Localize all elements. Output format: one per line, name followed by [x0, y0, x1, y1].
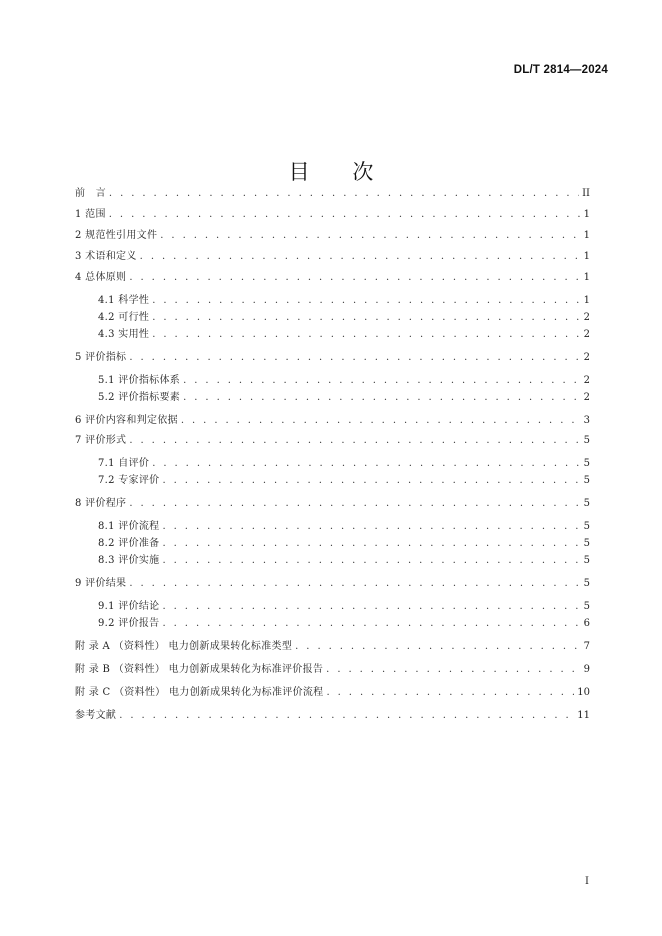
- toc-entry-label: 7.1 自评价: [98, 458, 150, 469]
- toc-entry-label: 前 言: [75, 188, 106, 199]
- toc-entry[interactable]: [75, 312, 590, 324]
- toc-dot-leader: [152, 312, 580, 324]
- toc-entry-label: 附 录 A （资料性） 电力创新成果转化标准类型: [75, 641, 293, 652]
- toc-dot-leader: [162, 601, 580, 613]
- toc-entry-label: 5.1 评价指标体系: [98, 375, 181, 386]
- toc-dot-leader: [152, 329, 580, 341]
- toc-entry[interactable]: [75, 687, 590, 699]
- toc-entry[interactable]: [75, 641, 590, 653]
- toc-entry[interactable]: [75, 710, 590, 722]
- toc-entry-label: 4.3 实用性: [98, 329, 150, 340]
- toc-dot-leader: [129, 578, 580, 590]
- toc-entry-page: 2: [583, 375, 590, 386]
- toc-entry[interactable]: [75, 392, 590, 404]
- toc-entry[interactable]: [75, 601, 590, 613]
- toc-entry[interactable]: [75, 272, 590, 284]
- toc-entry[interactable]: [75, 435, 590, 447]
- toc-entry-page: 5: [583, 521, 590, 532]
- toc-entry-page: 2: [583, 329, 590, 340]
- toc-entry-page: 5: [583, 498, 590, 509]
- toc-entry[interactable]: [75, 295, 590, 307]
- toc-dot-leader: [129, 272, 580, 284]
- toc-dot-leader: [140, 251, 581, 263]
- toc-dot-leader: [183, 392, 581, 404]
- table-of-contents: [75, 188, 590, 722]
- toc-entry-page: 2: [583, 392, 590, 403]
- toc-entry-page: 1: [583, 272, 590, 283]
- toc-entry-label: 8 评价程序: [75, 498, 127, 509]
- toc-dot-leader: [326, 664, 580, 676]
- toc-dot-leader: [152, 458, 580, 470]
- toc-entry[interactable]: [75, 352, 590, 364]
- toc-entry-label: 4.2 可行性: [98, 312, 150, 323]
- toc-entry[interactable]: [75, 664, 590, 676]
- toc-entry[interactable]: [75, 375, 590, 387]
- toc-dot-leader: [160, 230, 580, 242]
- toc-entry-page: 1: [583, 251, 590, 262]
- toc-entry-label: 7.2 专家评价: [98, 475, 160, 486]
- toc-entry[interactable]: [75, 209, 590, 221]
- toc-entry-page: 2: [583, 312, 590, 323]
- toc-dot-leader: [162, 521, 580, 533]
- toc-dot-leader: [129, 498, 580, 510]
- toc-entry-label: 附 录 B （资料性） 电力创新成果转化为标准评价报告: [75, 664, 324, 675]
- toc-entry-page: II: [582, 188, 590, 199]
- toc-dot-leader: [152, 295, 580, 307]
- toc-entry[interactable]: [75, 555, 590, 567]
- toc-dot-leader: [162, 555, 580, 567]
- toc-entry-label: 9.1 评价结论: [98, 601, 160, 612]
- toc-entry-label: 5.2 评价指标要素: [98, 392, 181, 403]
- toc-entry[interactable]: [75, 230, 590, 242]
- toc-dot-leader: [129, 352, 580, 364]
- toc-dot-leader: [129, 435, 580, 447]
- toc-entry[interactable]: [75, 618, 590, 630]
- toc-entry-label: 8.3 评价实施: [98, 555, 160, 566]
- toc-entry-page: 3: [583, 415, 590, 426]
- toc-entry[interactable]: [75, 521, 590, 533]
- toc-entry-page: 5: [583, 578, 590, 589]
- toc-entry-page: 2: [583, 352, 590, 363]
- toc-dot-leader: [162, 475, 580, 487]
- toc-dot-leader: [119, 710, 574, 722]
- toc-dot-leader: [295, 641, 580, 653]
- toc-entry-label: 4 总体原则: [75, 272, 127, 283]
- toc-entry-label: 8.1 评价流程: [98, 521, 160, 532]
- toc-dot-leader: [181, 415, 581, 427]
- toc-entry[interactable]: [75, 415, 590, 427]
- toc-entry-page: 5: [583, 555, 590, 566]
- toc-entry[interactable]: [75, 188, 590, 200]
- toc-entry-page: 5: [583, 538, 590, 549]
- toc-entry-page: 5: [583, 458, 590, 469]
- toc-entry-page: 6: [583, 618, 590, 629]
- toc-entry-label: 7 评价形式: [75, 435, 127, 446]
- toc-dot-leader: [109, 188, 579, 200]
- toc-entry-page: 10: [577, 687, 590, 698]
- toc-entry-page: 7: [583, 641, 590, 652]
- toc-entry[interactable]: [75, 538, 590, 550]
- toc-dot-leader: [183, 375, 581, 387]
- toc-entry-label: 3 术语和定义: [75, 251, 137, 262]
- toc-entry-page: 5: [583, 601, 590, 612]
- toc-entry-label: 2 规范性引用文件: [75, 230, 158, 241]
- toc-entry[interactable]: [75, 329, 590, 341]
- toc-entry-label: 参考文献: [75, 710, 117, 721]
- toc-entry[interactable]: [75, 498, 590, 510]
- toc-entry[interactable]: [75, 475, 590, 487]
- toc-entry-label: 6 评价内容和判定依据: [75, 415, 178, 426]
- standard-code: DL/T 2814—2024: [513, 64, 608, 76]
- toc-dot-leader: [109, 209, 581, 221]
- toc-entry-label: 附 录 C （资料性） 电力创新成果转化为标准评价流程: [75, 687, 324, 698]
- toc-entry-page: 5: [583, 435, 590, 446]
- toc-entry-label: 5 评价指标: [75, 352, 127, 363]
- toc-dot-leader: [162, 538, 580, 550]
- page-number: I: [585, 876, 589, 887]
- toc-entry-page: 11: [577, 710, 590, 721]
- toc-dot-leader: [326, 687, 574, 699]
- toc-entry[interactable]: [75, 578, 590, 590]
- toc-entry[interactable]: [75, 458, 590, 470]
- toc-entry-page: 1: [583, 295, 590, 306]
- toc-entry-label: 4.1 科学性: [98, 295, 150, 306]
- toc-entry-page: 5: [583, 475, 590, 486]
- toc-entry[interactable]: [75, 251, 590, 263]
- toc-entry-label: 8.2 评价准备: [98, 538, 160, 549]
- toc-entry-label: 9.2 评价报告: [98, 618, 160, 629]
- toc-entry-page: 9: [583, 664, 590, 675]
- toc-entry-page: 1: [583, 209, 590, 220]
- page-title: 目 次: [288, 160, 392, 184]
- toc-dot-leader: [162, 618, 580, 630]
- toc-entry-label: 1 范围: [75, 209, 106, 220]
- toc-entry-page: 1: [583, 230, 590, 241]
- toc-entry-label: 9 评价结果: [75, 578, 127, 589]
